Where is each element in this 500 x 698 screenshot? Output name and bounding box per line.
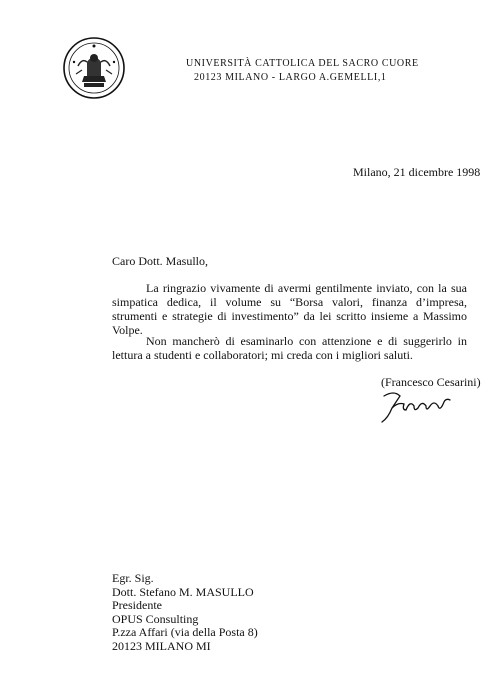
recipient-line: Egr. Sig.: [112, 571, 154, 585]
recipient-line: 20123 MILANO MI: [112, 638, 211, 653]
body-paragraph-2: Non mancherò di esaminarlo con attenzione e di suggerirlo in lettura a studenti e collaboratori; mi creda con i migliori saluti.: [112, 334, 467, 362]
letterhead: [186, 57, 419, 85]
signatory-name: (Francesco Cesarini): [381, 375, 481, 389]
university-seal-logo: [62, 36, 126, 100]
recipient-address: [112, 572, 258, 653]
handwritten-signature: [378, 388, 456, 424]
letterhead-address: 20123 MILANO - LARGO A.GEMELLI,1: [194, 72, 387, 83]
recipient-line: Dott. Stefano M. MASULLO: [112, 584, 254, 599]
letterhead-university-name: UNIVERSITÀ CATTOLICA DEL SACRO CUORE: [186, 58, 419, 69]
recipient-line: OPUS Consulting: [112, 611, 199, 626]
letter-date: Milano, 21 dicembre 1998: [353, 165, 481, 179]
recipient-line: P.zza Affari (via della Posta 8): [112, 625, 258, 639]
recipient-line: Presidente: [112, 598, 162, 612]
salutation: Caro Dott. Masullo,: [112, 254, 208, 268]
body-paragraph-1: La ringrazio vivamente di avermi gentilmente inviato, con la sua simpatica dedica, il volume su “Borsa valori, finanza d’impresa, strumenti e strategie di investimento” da lei scritto insieme a Massimo Volpe.: [112, 281, 467, 337]
